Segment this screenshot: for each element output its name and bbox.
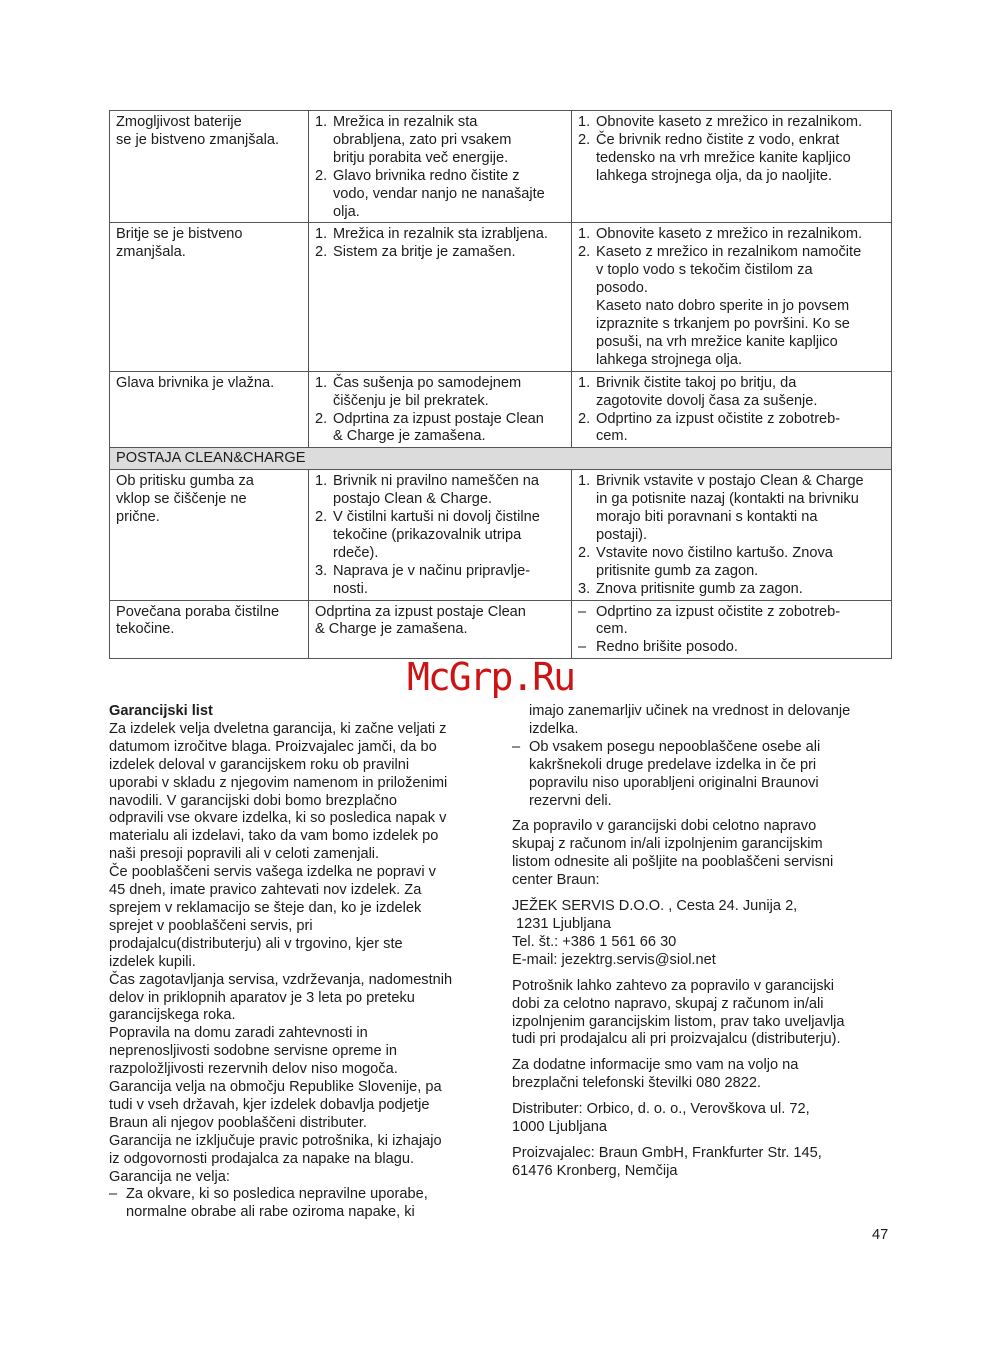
distributor-info xyxy=(512,1101,892,1137)
warranty-exclusion-1: – Za okvare, ki so posledica nepravilne uporabe, normalne obrabe ali rabe oziroma napake, ki xyxy=(109,1186,481,1222)
text-line: v toplo vodo s tekočim čistilom za xyxy=(596,262,813,279)
text-line: iz odgovornosti prodajalca za napake na blagu. xyxy=(109,1150,415,1167)
list-number: 2. xyxy=(578,131,591,148)
problem-cell xyxy=(110,223,309,371)
text-line: obrabljena, zato pri vsakem xyxy=(333,131,512,148)
warranty-title: Garancijski list xyxy=(109,703,213,719)
section-row xyxy=(110,448,892,470)
cause-cell xyxy=(309,111,572,223)
list-number: 2. xyxy=(578,244,591,261)
text-line: tudi v vseh državah, kjer izdelek dobavlja podjetje xyxy=(109,1096,430,1113)
list-item xyxy=(315,168,566,222)
list-item xyxy=(315,114,566,168)
list-item xyxy=(578,473,886,545)
text-line: Sistem za britje je zamašen. xyxy=(333,244,516,261)
table-row xyxy=(110,470,892,600)
text-line: Braun ali njegov pooblaščeni distributer. xyxy=(109,1114,367,1131)
text-line: Potrošnik lahko zahtevo za popravilo v garancijski xyxy=(512,977,835,994)
text-line: Ob vsakem posegu nepooblaščene osebe ali xyxy=(529,738,821,755)
numbered-list xyxy=(315,114,566,221)
text-line: se je bistveno zmanjšala. xyxy=(116,131,280,148)
text-line: posodo. xyxy=(596,280,648,297)
text-line: tekočine. xyxy=(116,621,175,638)
text-line: normalne obrabe ali rabe oziroma napake, ki xyxy=(126,1204,415,1221)
list-item xyxy=(315,244,566,262)
list-number: 1. xyxy=(578,473,591,490)
text-line: 61476 Kronberg, Nemčija xyxy=(512,1162,678,1179)
consumer-paragraph xyxy=(512,978,892,1050)
cause-cell xyxy=(309,470,572,600)
text-line: Obnovite kaseto z mrežico in rezalnikom. xyxy=(596,114,863,130)
table-row xyxy=(110,223,892,371)
repair-paragraph xyxy=(512,818,892,890)
text-line: Obnovite kaseto z mrežico in rezalnikom. xyxy=(596,226,863,243)
list-item xyxy=(315,226,566,244)
text-line: & Charge je zamašena. xyxy=(333,428,486,445)
text-line: in ga potisnite nazaj (kontakti na brivniku xyxy=(596,491,859,508)
text-line: 1000 Ljubljana xyxy=(512,1119,607,1136)
remedy-cell xyxy=(572,223,892,371)
numbered-list xyxy=(315,375,566,447)
text-line: britju porabita več energije. xyxy=(333,149,509,166)
remedy-cell xyxy=(572,371,892,448)
text-line: garancijskega roka. xyxy=(109,1007,236,1024)
text-line: Čas sušenja po samodejnem xyxy=(333,374,522,391)
text-line: vklop se čiščenje ne xyxy=(116,491,247,508)
text-line: postajo Clean & Charge. xyxy=(333,491,493,508)
text-line: Redno brišite posodo. xyxy=(596,639,738,656)
list-number: 1. xyxy=(315,226,328,243)
text-line: Zmogljivost baterije xyxy=(116,114,242,130)
text-line: skupaj z računom in/ali izpolnjenim garancijskim xyxy=(512,836,823,853)
list-number: – xyxy=(578,639,587,656)
problem-cell xyxy=(110,600,309,659)
numbered-list xyxy=(578,375,886,447)
table-row xyxy=(110,600,892,659)
warranty-right-column xyxy=(512,703,892,1181)
text-line: lahkega strojnega olja. xyxy=(596,351,743,368)
list-number: 1. xyxy=(315,374,328,391)
text-line: izdelka. xyxy=(529,720,579,737)
text-line: Povečana poraba čistilne xyxy=(116,603,280,620)
text-line: Naprava je v načinu pripravlje- xyxy=(333,562,531,579)
text-line: Čas zagotavljanja servisa, vzdrževanja, nadomestnih xyxy=(109,971,453,988)
text-line: 45 dneh, imate pravico zahtevati nov izdelek. Za xyxy=(109,882,422,899)
text-line: listom odnesite ali pošljite na pooblaščeni servisni xyxy=(512,854,834,871)
text-line: uporabi v skladu z njegovim namenom in priloženimi xyxy=(109,774,448,791)
text-line: popravilu niso uporabljeni originalni Braunovi xyxy=(529,774,819,791)
text-line: posuši, na vrh mrežice kanite kapljico xyxy=(596,333,838,350)
section-title: POSTAJA CLEAN&CHARGE xyxy=(110,448,892,470)
list-number: 1. xyxy=(578,226,591,243)
list-item xyxy=(315,563,566,599)
text-line: cem. xyxy=(596,621,628,638)
warranty-left-column xyxy=(109,703,481,1222)
cause-cell xyxy=(309,371,572,448)
text-line: Za izdelek velja dveletna garancija, ki začne veljati z xyxy=(109,720,447,737)
numbered-list xyxy=(315,226,566,262)
list-item xyxy=(315,509,566,563)
text-line: Za dodatne informacije smo vam na voljo na xyxy=(512,1057,799,1074)
list-number: 1. xyxy=(578,114,591,130)
text-line: zmanjšala. xyxy=(116,244,186,261)
text-line: Popravila na domu zaradi zahtevnosti in xyxy=(109,1025,368,1042)
text-line: Mrežica in rezalnik sta izrabljena. xyxy=(333,226,548,243)
text-line: razpoložljivosti rezervnih delov niso mogoča. xyxy=(109,1061,398,1078)
text-line: vodo, vendar nanjo ne nanašajte xyxy=(333,185,545,202)
cause-cell xyxy=(309,600,572,659)
service-phone: Tel. št.: +386 1 561 66 30 xyxy=(512,933,677,950)
info-paragraph xyxy=(512,1057,892,1093)
text-line: Kaseto nato dobro sperite in jo povsem xyxy=(596,298,850,315)
service-email: E-mail: jezektrg.servis@siol.net xyxy=(512,951,716,968)
text-line: V čistilni kartuši ni dovolj čistilne xyxy=(333,509,540,526)
list-item xyxy=(578,244,886,369)
text-line: izdelek deloval v garancijskem roku ob pravilni xyxy=(109,756,410,773)
remedy-cell xyxy=(572,111,892,223)
list-number: 2. xyxy=(315,244,328,261)
text-line: center Braun: xyxy=(512,872,600,889)
text-line: Brivnik ni pravilno nameščen na xyxy=(333,473,540,490)
list-item xyxy=(578,226,886,244)
list-number: 2. xyxy=(315,509,328,526)
text-line: Glavo brivnika redno čistite z xyxy=(333,167,520,184)
text-line: naši presoji popravili ali v celoti zamenjali. xyxy=(109,846,380,863)
text-line: Brivnik vstavite v postajo Clean & Charge xyxy=(596,473,864,490)
troubleshooting-table xyxy=(109,110,892,659)
text-line: cem. xyxy=(596,428,628,445)
list-item xyxy=(578,604,886,640)
text-line: Brivnik čistite takoj po britju, da xyxy=(596,374,797,391)
text-line: čiščenju je bil prekratek. xyxy=(333,392,489,409)
list-number: 3. xyxy=(578,580,591,597)
text-line: izdelek kupili. xyxy=(109,953,196,970)
text-line: & Charge je zamašena. xyxy=(315,621,468,638)
cause-cell xyxy=(309,223,572,371)
list-item xyxy=(315,473,566,509)
list-number: 3. xyxy=(315,562,328,579)
text-line: zagotovite dovolj časa za sušenje. xyxy=(596,392,818,409)
text-line: datumom izročitve blaga. Proizvajalec jamči, da bo xyxy=(109,738,437,755)
text-line: Ob pritisku gumba za xyxy=(116,473,254,490)
warranty-exclusion-1-continued xyxy=(512,703,892,739)
numbered-list xyxy=(578,473,886,598)
text-line: tedensko na vrh mrežice kanite kapljico xyxy=(596,149,851,166)
text-line: Mrežica in rezalnik sta xyxy=(333,114,478,130)
text-line: izpraznite s trkanjem po površini. Ko se xyxy=(596,315,850,332)
text-line: odpravili vse okvare izdelka, ki so posledica napak v xyxy=(109,810,447,827)
numbered-list xyxy=(578,604,886,658)
problem-cell xyxy=(110,111,309,223)
text-line: sprejem v reklamacijo se šteje dan, ko je izdelek xyxy=(109,899,422,916)
text-line: rezervni deli. xyxy=(529,792,612,809)
warranty-exclusion-2: – Ob vsakem posegu nepooblaščene osebe ali kakršnekoli druge predelave izdelka in če pri popravilu niso uporabljeni originalni Braunovi rezervni deli. xyxy=(512,739,892,811)
text-line: imajo zanemarljiv učinek na vrednost in delovanje xyxy=(529,703,851,719)
list-item xyxy=(578,581,886,599)
text-line: Distributer: Orbico, d. o. o., Verovškova ul. 72, xyxy=(512,1101,810,1118)
table-row xyxy=(110,371,892,448)
remedy-cell xyxy=(572,600,892,659)
text-line: Britje se je bistveno xyxy=(116,226,243,243)
list-number: 2. xyxy=(578,410,591,427)
text-line: prične. xyxy=(116,509,160,526)
warranty-body xyxy=(109,721,481,1187)
list-number: 2. xyxy=(315,410,328,427)
text-line: Kaseto z mrežico in rezalnikom namočite xyxy=(596,244,862,261)
text-line: delov in priklopnih aparatov je 3 leta po preteku xyxy=(109,989,415,1006)
text-line: Garancija ne izključuje pravic potrošnika, ki izhajajo xyxy=(109,1132,442,1149)
remedy-cell xyxy=(572,470,892,600)
list-number: 2. xyxy=(578,544,591,561)
text-line: Proizvajalec: Braun GmbH, Frankfurter Str. 145, xyxy=(512,1144,822,1161)
list-item xyxy=(578,639,886,657)
text-line: dobi za celotno napravo, skupaj z računom in/ali xyxy=(512,995,824,1012)
list-item xyxy=(315,375,566,411)
table-row xyxy=(110,111,892,223)
text-line: postaji). xyxy=(596,526,648,543)
list-number: – xyxy=(578,603,587,620)
numbered-list xyxy=(578,226,886,369)
text-line: kakršnekoli druge predelave izdelka in če pri xyxy=(529,756,817,773)
text-line: Če pooblaščeni servis vašega izdelka ne popravi v xyxy=(109,864,436,881)
list-item xyxy=(578,114,886,132)
list-number: 1. xyxy=(578,374,591,391)
text-line: sprejet v pooblaščeni servis, pri xyxy=(109,917,313,934)
watermark-text: McGrp.Ru xyxy=(407,655,575,699)
list-item xyxy=(578,545,886,581)
list-item xyxy=(578,375,886,411)
list-item xyxy=(315,411,566,447)
text-line: prodajalcu(distributerju) ali v trgovino, kjer ste xyxy=(109,935,403,952)
text-line: Garancija ne velja: xyxy=(109,1168,230,1185)
text-line: tudi pri prodajalcu ali pri proizvajalcu (distributerju). xyxy=(512,1031,841,1048)
text-line: izpolnjenim garancijskim listom, prav tako uveljavlja xyxy=(512,1013,845,1030)
list-item xyxy=(578,132,886,186)
text-line: Glava brivnika je vlažna. xyxy=(116,374,275,391)
problem-cell xyxy=(110,371,309,448)
text-line: tekočine (prikazovalnik utripa xyxy=(333,526,522,543)
text-line: materialu ali izdelavi, tako da vam bomo izdelek po xyxy=(109,828,439,845)
manufacturer-info xyxy=(512,1145,892,1181)
text-line: lahkega strojnega olja, da jo naoljite. xyxy=(596,167,833,184)
text-line: Odprtina za izpust postaje Clean xyxy=(333,410,544,427)
text-line: Za popravilo v garancijski dobi celotno napravo xyxy=(512,818,817,835)
numbered-list xyxy=(578,114,886,186)
text-line: Garancija velja na območju Republike Slovenije, pa xyxy=(109,1079,442,1096)
list-number: 1. xyxy=(315,114,328,130)
text-line: Za okvare, ki so posledica nepravilne uporabe, xyxy=(126,1186,428,1203)
text-line: brezplačni telefonski številki 080 2822. xyxy=(512,1075,762,1092)
text-line: Znova pritisnite gumb za zagon. xyxy=(596,580,803,597)
text-line: navodili. V garancijski dobi bomo brezplačno xyxy=(109,792,397,809)
text-line: Odprtina za izpust postaje Clean xyxy=(315,603,526,620)
numbered-list xyxy=(315,473,566,598)
list-item xyxy=(578,411,886,447)
text-line: Če brivnik redno čistite z vodo, enkrat xyxy=(596,131,840,148)
text-line: rdeče). xyxy=(333,544,379,561)
text-line: olja. xyxy=(333,203,360,220)
text-line: Odprtino za izpust očistite z zobotreb- xyxy=(596,603,841,620)
problem-cell xyxy=(110,470,309,600)
text-line: Vstavite novo čistilno kartušo. Znova xyxy=(596,544,833,561)
text-line: Odprtino za izpust očistite z zobotreb- xyxy=(596,410,841,427)
service-center-address: JEŽEK SERVIS D.O.O. , Cesta 24. Junija 2, 1231 Ljubljana Tel. št.: +386 1 561 66 30 E-mail: jezektrg.servis@siol.net xyxy=(512,898,892,970)
list-number: 1. xyxy=(315,473,328,490)
text-line: neprenosljivosti sodobne servisne opreme in xyxy=(109,1043,397,1060)
text-line: nosti. xyxy=(333,580,368,597)
page-number: 47 xyxy=(872,1227,889,1243)
list-number: 2. xyxy=(315,167,328,184)
text-line: pritisnite gumb za zagon. xyxy=(596,562,759,579)
text-line: morajo biti poravnani s kontakti na xyxy=(596,509,818,526)
